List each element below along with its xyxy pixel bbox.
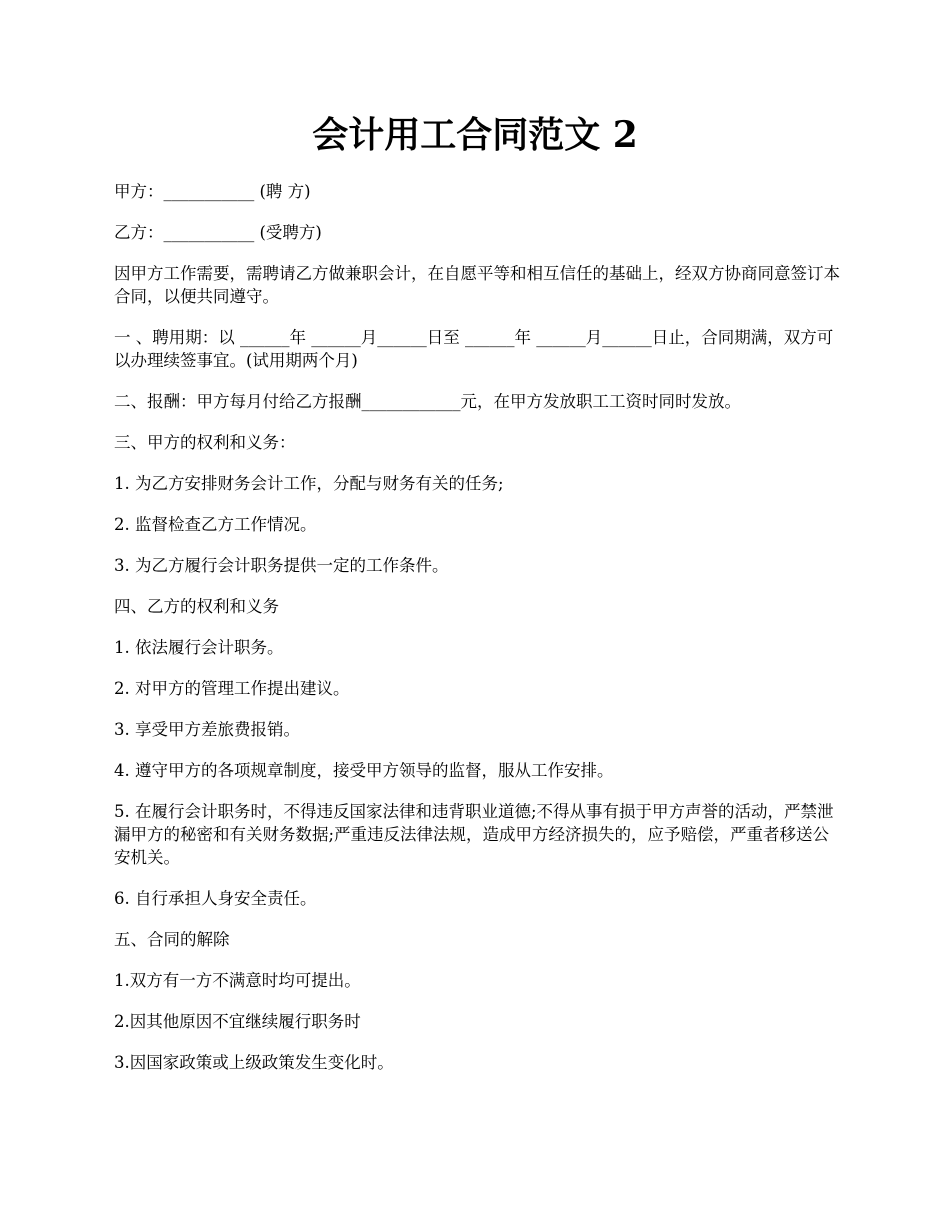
list-item: 4. 遵守甲方的各项规章制度，接受甲方领导的监督，服从工作安排。	[114, 761, 614, 780]
section-heading-termination: 五、合同的解除	[114, 930, 230, 949]
employment-period-clause: 一 、聘用期：以 ______年 ______月______日至 ______年 ______月______日止，合同期满，双方可以办理续签事宜。(试用期两个月)	[114, 328, 834, 370]
preamble-paragraph: 因甲方工作需要，需聘请乙方做兼职会计，在自愿平等和相互信任的基础上，经双方协商同意签订本合同，以便共同遵守。	[114, 264, 840, 306]
list-item: 3. 享受甲方差旅费报销。	[114, 720, 300, 739]
list-item: 1. 依法履行会计职务。	[114, 638, 284, 657]
remuneration-clause: 二、报酬：甲方每月付给乙方报酬____________元，在甲方发放职工工资时同时发放。	[114, 392, 741, 411]
list-item: 2. 监督检查乙方工作情况。	[114, 515, 317, 534]
document-body	[114, 180, 840, 1092]
list-item: 3.因国家政策或上级政策发生变化时。	[114, 1053, 394, 1072]
party-b-line: 乙方：___________ (受聘方)	[114, 223, 322, 242]
party-a-line: 甲方：___________ (聘 方)	[114, 182, 311, 201]
page-title: 会计用工合同范文 2	[312, 114, 638, 156]
list-item: 6. 自行承担人身安全责任。	[114, 889, 317, 908]
list-item: 1. 为乙方安排财务会计工作，分配与财务有关的任务;	[114, 474, 504, 493]
section-heading-party-a-rights: 三、甲方的权利和义务：	[114, 433, 296, 452]
list-item: 2. 对甲方的管理工作提出建议。	[114, 679, 350, 698]
list-item: 3. 为乙方履行会计职务提供一定的工作条件。	[114, 556, 449, 575]
section-heading-party-b-rights: 四、乙方的权利和义务	[114, 597, 279, 616]
list-item: 2.因其他原因不宜继续履行职务时	[114, 1012, 361, 1031]
list-item: 1.双方有一方不满意时均可提出。	[114, 971, 361, 990]
list-item: 5. 在履行会计职务时，不得违反国家法律和违背职业道德;不得从事有损于甲方声誉的活动，严禁泄漏甲方的秘密和有关财务数据;严重违反法律法规，造成甲方经济损失的，应予赔偿，严重者移送公安机关。	[114, 802, 834, 867]
